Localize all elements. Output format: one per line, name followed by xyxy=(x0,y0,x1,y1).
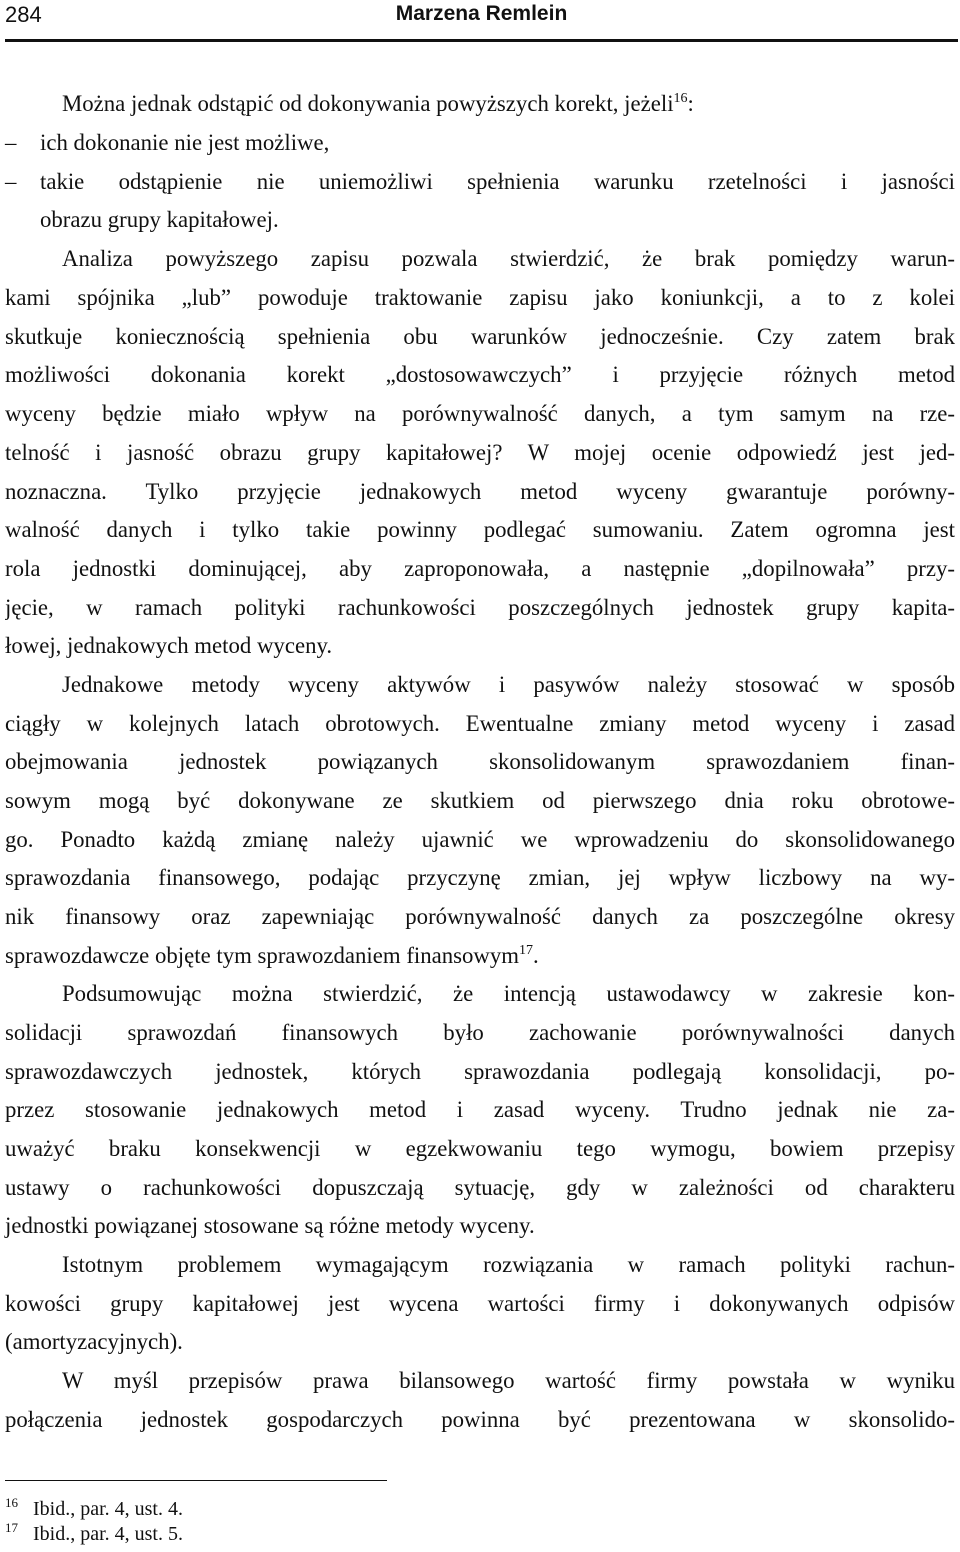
text-line: ustawy o rachunkowości dopuszczają sytuację, gdy w zależności od charakteru xyxy=(5,1175,955,1200)
text-line: ciągły w kolejnych latach obrotowych. Ewentualne zmiany metod wyceny i zasad xyxy=(5,711,955,736)
footnote-17 xyxy=(5,1522,905,1546)
text-line: sowym mogą być dokonywane ze skutkiem od pierwszego dnia roku obrotowe- xyxy=(5,788,955,813)
text-line: wyceny będzie miało wpływ na porównywalność danych, a tym samym na rze- xyxy=(5,401,955,426)
text-line: obejmowania jednostek powiązanych skonsolidowanym sprawozdaniem finan- xyxy=(5,749,955,774)
header-rule xyxy=(5,39,958,42)
text-line: (amortyzacyjnych). xyxy=(5,1329,183,1354)
footnote-mark: 17 xyxy=(5,1520,18,1535)
text-line: rola jednostki dominującej, aby zaproponowała, a następnie „dopilnowała” przy- xyxy=(5,556,955,581)
text-line: walność danych i tylko takie powinny podlegać sumowaniu. Zatem ogromna jest xyxy=(5,517,955,542)
list-item-continuation: obrazu grupy kapitałowej. xyxy=(40,207,279,232)
text-line: W myśl przepisów prawa bilansowego wartość firmy powstała w wyniku xyxy=(62,1368,955,1393)
footnote-ref-16: 16 xyxy=(673,91,688,106)
text-line: Istotnym problemem wymagającym rozwiązania w ramach polityki rachun- xyxy=(62,1252,955,1277)
text-line: Jednakowe metody wyceny aktywów i pasywów należy stosować w sposób xyxy=(62,672,955,697)
running-header-author: Marzena Remlein xyxy=(395,2,568,25)
text-line: uważyć braku konsekwencji w egzekwowaniu tego wymogu, bowiem przepisy xyxy=(5,1136,955,1161)
text-line: Podsumowując można stwierdzić, że intencją ustawodawcy w zakresie kon- xyxy=(62,981,955,1006)
text-line: go. Ponadto każdą zmianę należy ujawnić we wprowadzeniu do skonsolidowanego xyxy=(5,827,955,852)
running-header xyxy=(5,0,958,40)
list-item-text: ich dokonanie nie jest możliwe, xyxy=(40,130,330,155)
dash-bullet: – xyxy=(5,130,17,155)
text-line: kowości grupy kapitałowej jest wycena wartości firmy i dokonywanych odpisów xyxy=(5,1291,955,1316)
footnote-text: Ibid., par. 4, ust. 5. xyxy=(33,1523,183,1545)
footnote-ref-17: 17 xyxy=(519,943,534,958)
text-line: sprawozdawcze objęte tym sprawozdaniem finansowym$^{17}$. xyxy=(5,943,539,968)
text-line: skutkuje koniecznością spełnienia obu warunków jednocześnie. Czy zatem brak xyxy=(5,324,955,349)
page-number: 284 xyxy=(5,2,42,27)
text-line: nik finansowy oraz zapewniając porównywalność danych za poszczególne okresy xyxy=(5,904,955,929)
footnote-separator xyxy=(5,1480,387,1481)
text-line: przez stosowanie jednakowych metod i zasad wyceny. Trudno jednak nie za- xyxy=(5,1097,955,1122)
text-line: sprawozdawczych jednostek, których sprawozdania podlegają konsolidacji, po- xyxy=(5,1059,955,1084)
text-line: jednostki powiązanej stosowane są różne metody wyceny. xyxy=(5,1213,535,1238)
text-line: kami spójnika „lub” powoduje traktowanie zapisu jako koniunkcji, a to z kolei xyxy=(5,285,955,310)
text-line: telność i jasność obrazu grupy kapitałowej? W mojej ocenie odpowiedź jest jed- xyxy=(5,440,955,465)
footnote-16 xyxy=(5,1497,905,1521)
text-line: połączenia jednostek gospodarczych powinna być prezentowana w skonsolido- xyxy=(5,1407,955,1432)
intro-line: Można jednak odstąpić od dokonywania powyższych korekt, jeżeli$^{16}$: xyxy=(62,91,694,116)
text-line: możliwości dokonania korekt „dostosowawczych” i przyjęcie różnych metod xyxy=(5,362,955,387)
text-line: łowej, jednakowych metod wyceny. xyxy=(5,633,333,658)
footnote-mark: 16 xyxy=(5,1495,18,1510)
list-item-text: takie odstąpienie nie uniemożliwi spełnienia warunku rzetelności i jasności xyxy=(40,169,955,194)
text-line: sprawozdania finansowego, podając przyczynę zmian, jej wpływ liczbowy na wy- xyxy=(5,865,955,890)
text-line: solidacji sprawozdań finansowych było zachowanie porównywalności danych xyxy=(5,1020,955,1045)
text-line: noznaczna. Tylko przyjęcie jednakowych metod wyceny gwarantuje porówny- xyxy=(5,479,955,504)
dash-bullet: – xyxy=(5,169,17,194)
text-line: Analiza powyższego zapisu pozwala stwierdzić, że brak pomiędzy warun- xyxy=(62,246,955,271)
footnote-text: Ibid., par. 4, ust. 4. xyxy=(33,1498,183,1520)
text-line: jęcie, w ramach polityki rachunkowości poszczególnych jednostek grupy kapita- xyxy=(5,595,955,620)
